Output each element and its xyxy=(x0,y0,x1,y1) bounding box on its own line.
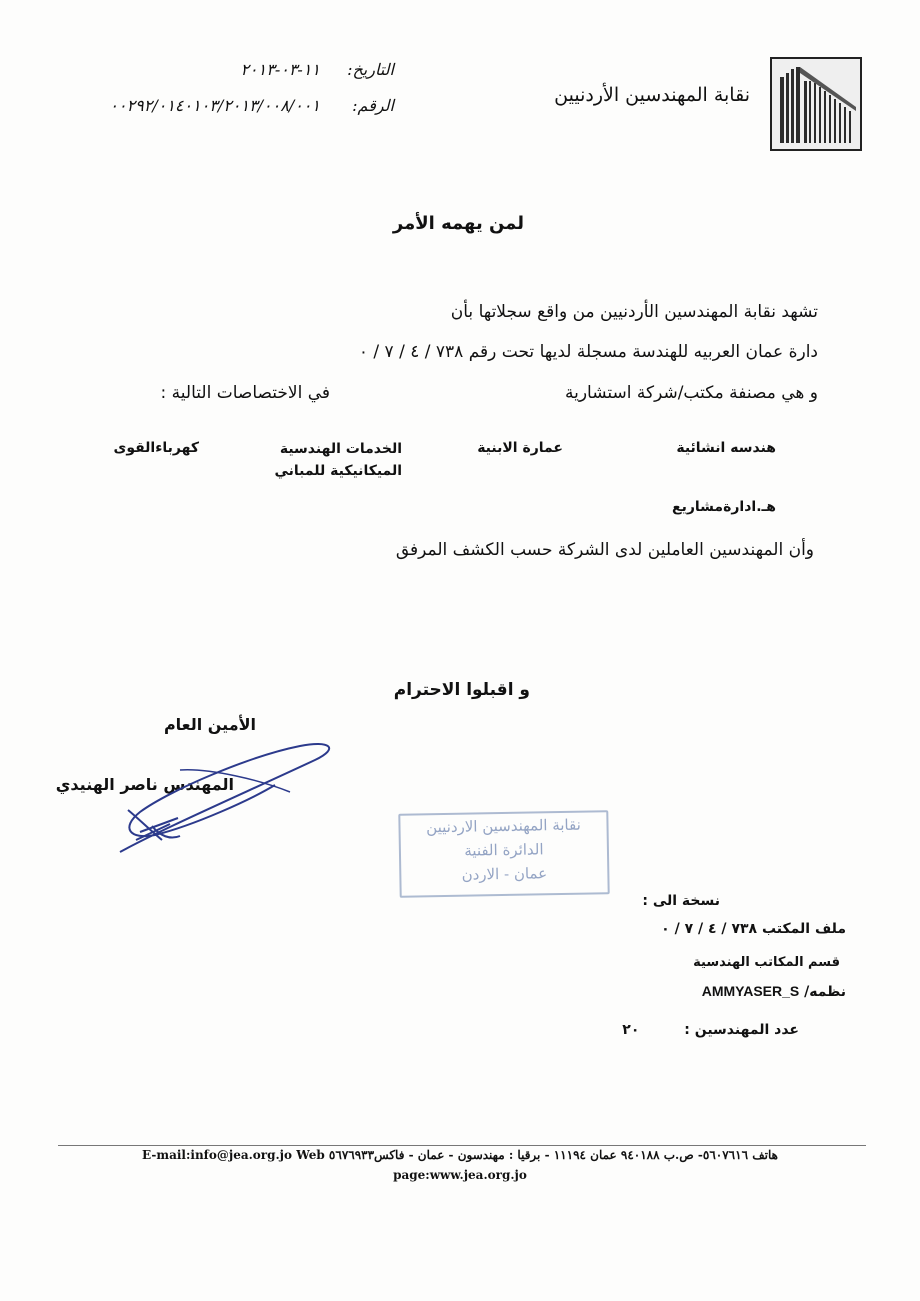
copies-heading: نسخة الى : xyxy=(642,893,720,909)
footer-contact: هاتف ٥٦٠٧٦١٦- ص.ب ٩٤٠١٨٨ عمان ١١١٩٤ - برقيا : مهندسون - عمان - فاكس٥٦٧٦٩٣٣ E-mail:info@jea.org.jo Web xyxy=(142,1148,778,1162)
logo xyxy=(770,57,862,151)
specialty-item: هندسه انشائية xyxy=(676,440,776,456)
footer-website: page:www.jea.org.jo xyxy=(393,1168,527,1182)
specialties-intro: في الاختصاصات التالية : xyxy=(160,383,330,403)
engineer-count-label: عدد المهندسين : xyxy=(684,1022,799,1038)
specialty-item: هـ.ادارةمشاريع xyxy=(672,499,776,515)
date-label: التاريخ: xyxy=(347,60,394,79)
engineer-count xyxy=(622,1022,799,1038)
reference-label: الرقم: xyxy=(352,96,394,115)
certification-line-2: دارة عمان العربيه للهندسة مسجلة لديها تحت رقم ٧٣٨ / ٤ / ٧ / ٠ xyxy=(358,342,818,362)
closing-regards: و اقبلوا الاحترام xyxy=(393,680,530,700)
handwritten-signature xyxy=(100,740,340,865)
organization-name: نقابة المهندسين الأردنيين xyxy=(554,84,750,106)
stamp-line: عمان - الاردن xyxy=(461,864,548,884)
classification-line: و هي مصنفة مكتب/شركة استشارية xyxy=(564,383,818,403)
prepared-by xyxy=(702,983,846,1000)
footer-divider xyxy=(58,1145,866,1146)
prepared-by-label: نظمه/ xyxy=(804,984,846,1000)
prepared-by-value: AMMYASER_S xyxy=(701,983,800,999)
specialty-item: عمارة الابنية xyxy=(477,440,563,456)
signatory-title: الأمين العام xyxy=(163,715,256,734)
reference-number: ٠٠٢٩٢/٠١٤٠١٠٣/٢٠١٣/٠٠٨/٠٠١ xyxy=(109,96,320,115)
organization-stamp xyxy=(398,810,609,898)
document-title: لمن يهمه الأمر xyxy=(392,213,524,234)
copy-recipient: قسم المكاتب الهندسية xyxy=(693,955,840,970)
signatory-name: المهندس ناصر الهنيدي xyxy=(55,775,234,794)
engineers-note: وأن المهندسين العاملين لدى الشركة حسب الكشف المرفق xyxy=(395,540,814,560)
stamp-line: الدائرة الفنية xyxy=(464,840,544,860)
stamp-line: نقابة المهندسين الاردنيين xyxy=(426,815,581,837)
date-value: ١١-٠٣-٢٠١٣ xyxy=(240,60,320,79)
copy-recipient: ملف المكتب ٧٣٨ / ٤ / ٧ / ٠ xyxy=(661,921,846,937)
specialty-text: الخدمات الهندسية الميكانيكية للمباني xyxy=(274,441,402,479)
certification-line-1: تشهد نقابة المهندسين الأردنيين من واقع سجلاتها بأن xyxy=(450,302,818,322)
logo-graphic xyxy=(772,59,860,149)
specialty-item: كهرباءالقوى xyxy=(113,440,199,456)
engineer-count-value: ٢٠ xyxy=(622,1022,640,1038)
specialty-item xyxy=(262,438,402,482)
